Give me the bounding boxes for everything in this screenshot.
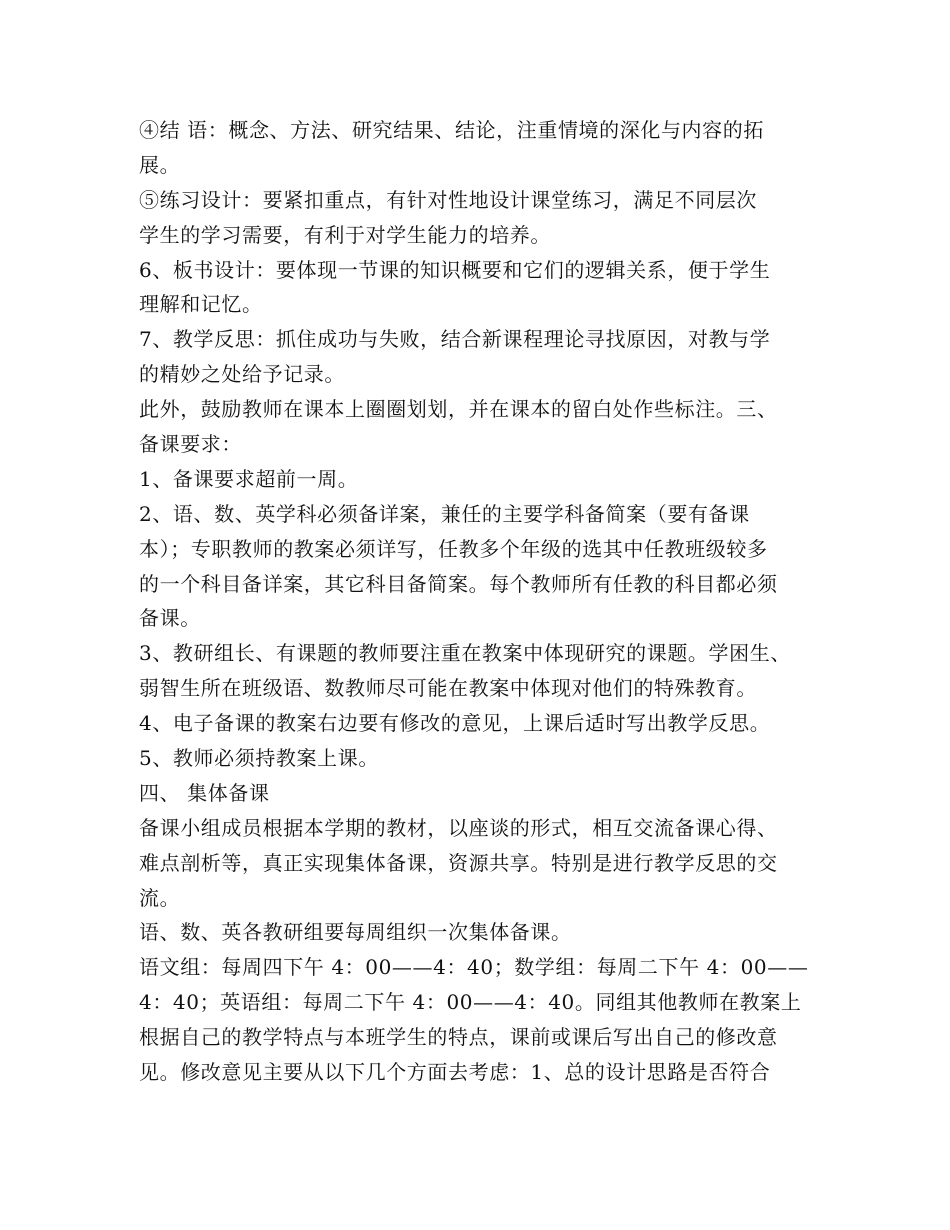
text-line: 难点剖析等，真正实现集体备课，资源共享。特别是进行教学反思的交 (139, 850, 778, 875)
text-line: 弱智生所在班级语、数教师尽可能在教案中体现对他们的特殊教育。 (139, 676, 757, 701)
text-line: 4：40；英语组：每周二下午 4：00——4：40。同组其他教师在教案上 (139, 990, 802, 1015)
text-line: ⑤练习设计：要紧扣重点，有针对性地设计课堂练习，满足不同层次 (139, 187, 757, 212)
text-line: 备课。 (139, 606, 201, 631)
text-line: 理解和记忆。 (139, 292, 263, 317)
text-line: 3、教研组长、有课题的教师要注重在教案中体现研究的课题。学困生、 (139, 641, 791, 666)
text-line: 语文组：每周四下午 4：00——4：40；数学组：每周二下午 4：00—— (139, 955, 809, 980)
text-line: 见。修改意见主要从以下几个方面去考虑：1、总的设计思路是否符合 (139, 1060, 771, 1085)
text-line: 5、教师必须持教案上课。 (139, 746, 379, 771)
text-line: 备课小组成员根据本学期的教材，以座谈的形式，相互交流备课心得、 (139, 815, 778, 840)
text-line: 的一个科目备详案，其它科目备简案。每个教师所有任教的科目都必须 (139, 571, 778, 596)
text-line: 7、教学反思：抓住成功与失败，结合新课程理论寻找原因，对教与学 (139, 327, 771, 352)
text-line: 的精妙之处给予记录。 (139, 362, 345, 387)
text-line: 语、数、英各教研组要每周组织一次集体备课。 (139, 920, 572, 945)
text-line: 2、语、数、英学科必须备详案，兼任的主要学科备简案（要有备课 (139, 501, 750, 526)
text-line: 6、板书设计：要体现一节课的知识概要和它们的逻辑关系，便于学生 (139, 257, 771, 282)
text-line: ④结 语：概念、方法、研究结果、结论，注重情境的深化与内容的拓 (139, 118, 764, 142)
body-text (139, 113, 839, 1090)
text-line: 备课要求： (139, 432, 242, 457)
text-line: 此外，鼓励教师在课本上圈圈划划，并在课本的留白处作些标注。三、 (139, 397, 778, 422)
text-line: 流。 (139, 885, 181, 910)
text-line: 4、电子备课的教案右边要有修改的意见，上课后适时写出教学反思。 (139, 711, 771, 736)
text-line: 1、备课要求超前一周。 (139, 466, 359, 491)
section-heading: 四、 集体备课 (139, 780, 270, 805)
text-line: 本）；专职教师的教案必须详写，任教多个年级的选其中任教班级较多 (139, 536, 768, 561)
text-line: 展。 (139, 152, 181, 177)
text-line: 学生的学习需要，有利于对学生能力的培养。 (139, 222, 551, 247)
text-line: 根据自己的教学特点与本班学生的特点，课前或课后写出自己的修改意 (139, 1025, 778, 1050)
